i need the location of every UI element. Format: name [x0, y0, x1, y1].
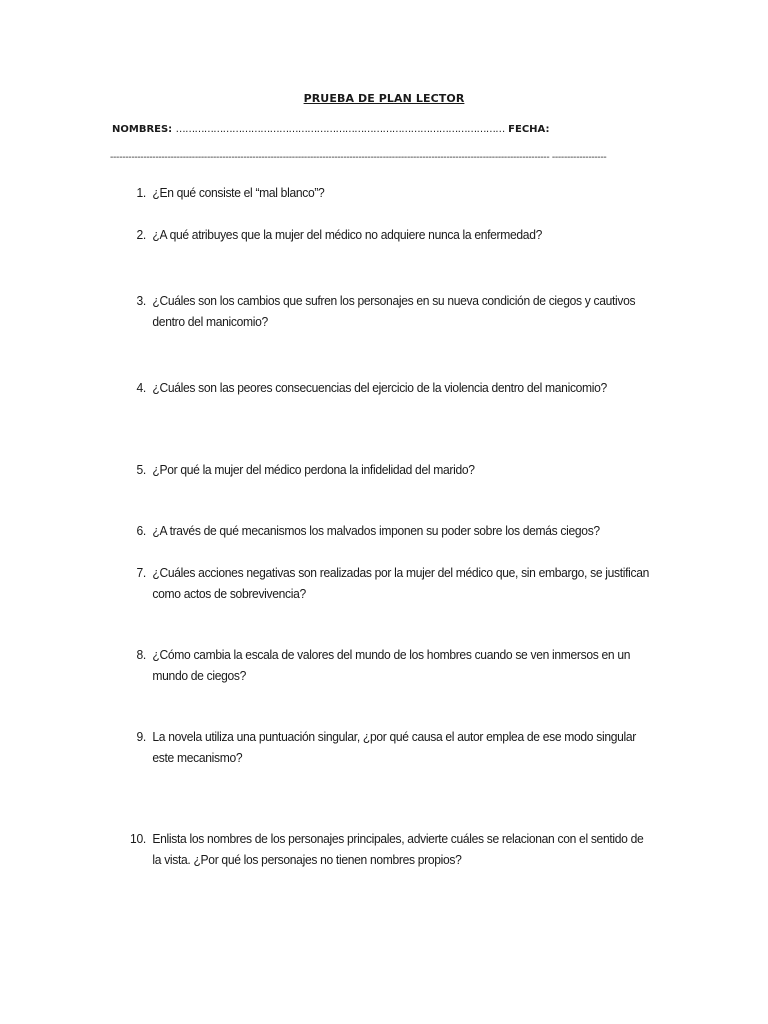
- question-item: [118, 224, 620, 245]
- question-item: [118, 459, 620, 480]
- question-number: 1.: [136, 185, 146, 200]
- nombres-blank: ……………………………………………………………………………………………: [175, 124, 505, 135]
- fecha-label: FECHA:: [508, 124, 550, 135]
- question-number: 6.: [136, 523, 146, 538]
- question-item: [118, 828, 644, 870]
- nombres-label: NOMBRES:: [112, 124, 173, 135]
- question-item: [118, 644, 631, 686]
- question-item: [118, 562, 650, 604]
- question-text: ¿Cuáles son las peores consecuencias del ejercicio de la violencia dentro del manicomio?: [152, 380, 607, 395]
- question-text: La novela utiliza una puntuación singular, ¿por qué causa el autor emplea de ese modo singular este mecanismo?: [152, 729, 636, 765]
- separator-line: ------------------------------------------------------------------------------------------------------------------------------------------------- ------------------: [110, 152, 607, 163]
- name-date-line: [112, 124, 672, 135]
- question-number: 7.: [136, 565, 146, 580]
- question-number: 8.: [136, 647, 146, 662]
- document-title: PRUEBA DE PLAN LECTOR: [303, 92, 465, 105]
- question-number: 2.: [136, 227, 146, 242]
- question-text: ¿Por qué la mujer del médico perdona la infidelidad del marido?: [152, 462, 475, 477]
- question-text: ¿Cómo cambia la escala de valores del mundo de los hombres cuando se ven inmersos en un mundo de ciegos?: [152, 647, 631, 683]
- question-number: 5.: [136, 462, 146, 477]
- question-text: ¿A través de qué mecanismos los malvados imponen su poder sobre los demás ciegos?: [152, 523, 600, 538]
- question-text: ¿A qué atribuyes que la mujer del médico no adquiere nunca la enfermedad?: [152, 227, 542, 242]
- question-item: [118, 377, 620, 398]
- question-number: 4.: [136, 380, 146, 395]
- question-text: Enlista los nombres de los personajes principales, advierte cuáles se relacionan con el sentido de la vista. ¿Por qué los personajes no tienen nombres propios?: [152, 831, 644, 867]
- question-text: ¿Cuáles son los cambios que sufren los personajes en su nueva condición de ciegos y cautivos dentro del manicomio?: [152, 293, 636, 329]
- question-text: ¿Cuáles acciones negativas son realizadas por la mujer del médico que, sin embargo, se justifican como actos de sobrevivencia?: [152, 565, 650, 601]
- question-number: 3.: [136, 293, 146, 308]
- question-item: [118, 290, 636, 332]
- question-item: [118, 182, 620, 203]
- question-number: 10.: [130, 831, 146, 846]
- question-item: [118, 520, 620, 541]
- question-text: ¿En qué consiste el “mal blanco”?: [152, 185, 325, 200]
- question-item: [118, 726, 636, 768]
- question-number: 9.: [136, 729, 146, 744]
